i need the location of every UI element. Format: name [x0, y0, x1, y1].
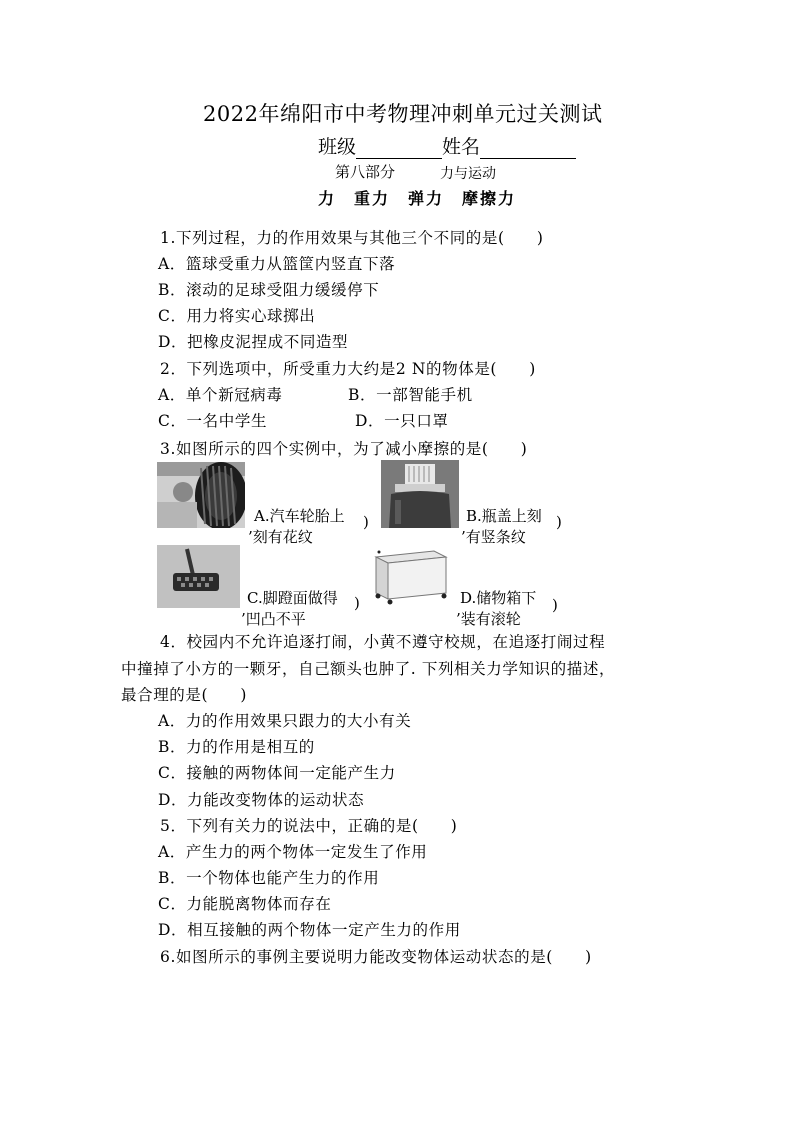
q3-caption-d-line1: D.储物箱下 — [460, 589, 537, 607]
q4-option-b: B．力的作用是相互的 — [158, 738, 315, 756]
bottle-cap-image — [381, 460, 459, 528]
question-4-line2: 中撞掉了小方的一颗牙，自己额头也肿了. 下列相关力学知识的描述， — [121, 660, 616, 678]
page-title: 2022年绵阳市中考物理冲刺单元过关测试 — [203, 102, 603, 126]
q3-caption-c-line2: ’凹凸不平 — [241, 610, 306, 628]
q2-option-a: A．单个新冠病毒 — [158, 386, 283, 404]
storage-box-image — [370, 543, 452, 607]
q3-caption-a-line1: A.汽车轮胎上 — [254, 507, 345, 525]
q1-option-b: B．滚动的足球受阻力缓缓停下 — [158, 281, 380, 299]
q3-caption-a-line2: ’刻有花纹 — [248, 528, 313, 546]
pedal-image — [157, 545, 240, 608]
q4-option-a: A．力的作用效果只跟力的大小有关 — [158, 712, 412, 730]
q3-caption-b-line1: B.瓶盖上刻 — [466, 507, 542, 525]
q5-option-c: C．力能脱离物体而存在 — [158, 895, 332, 913]
question-5-stem: 5．下列有关力的说法中，正确的是( ) — [160, 817, 458, 835]
q3-caption-c-line1: C.脚蹬面做得 — [247, 589, 338, 607]
q3-paren-d: ) — [552, 596, 558, 614]
q4-option-d: D．力能改变物体的运动状态 — [158, 791, 365, 809]
q2-option-c: C．一名中学生 — [158, 412, 268, 430]
q1-option-c: C．用力将实心球掷出 — [158, 307, 316, 325]
class-blank — [356, 140, 442, 159]
q1-option-d: D．把橡皮泥捏成不同造型 — [158, 333, 349, 351]
q4-option-c: C．接触的两物体间一定能产生力 — [158, 764, 396, 782]
q3-paren-a: ) — [363, 513, 369, 531]
class-label: 班级 — [318, 136, 357, 158]
student-info — [318, 132, 576, 159]
q3-caption-b-line2: ’有竖条纹 — [461, 528, 526, 546]
part-label: 第八部分 — [335, 163, 396, 181]
q5-option-a: A．产生力的两个物体一定发生了作用 — [158, 843, 428, 861]
q3-paren-b: ) — [556, 513, 562, 531]
question-2-stem: 2．下列选项中，所受重力大约是2 N的物体是( ) — [160, 360, 536, 378]
part-topic: 力与运动 — [440, 166, 496, 182]
q2-option-b: B．一部智能手机 — [348, 386, 473, 404]
question-1-stem: 1.下列过程，力的作用效果与其他三个不同的是( ) — [160, 229, 544, 247]
name-label: 姓名 — [442, 136, 481, 158]
q1-option-a: A．篮球受重力从篮筐内竖直下落 — [158, 255, 396, 273]
q3-paren-c: ) — [354, 594, 360, 612]
q5-option-b: B．一个物体也能产生力的作用 — [158, 869, 380, 887]
question-3-stem: 3.如图所示的四个实例中，为了减小摩擦的是( ) — [160, 440, 528, 458]
question-4-line1: 4．校园内不允许追逐打闹，小黄不遵守校规，在追逐打闹过程 — [160, 633, 606, 651]
q2-option-d: D．一只口罩 — [355, 412, 449, 430]
q3-caption-d-line2: ’装有滚轮 — [456, 610, 521, 628]
q5-option-d: D．相互接触的两个物体一定产生力的作用 — [158, 921, 461, 939]
tire-image — [157, 462, 245, 528]
question-6-stem: 6.如图所示的事例主要说明力能改变物体运动状态的是( ) — [160, 948, 592, 966]
section-heading: 力 重力 弹力 摩擦力 — [318, 189, 517, 208]
name-blank — [480, 140, 576, 159]
question-4-line3: 最合理的是( ) — [121, 686, 247, 704]
